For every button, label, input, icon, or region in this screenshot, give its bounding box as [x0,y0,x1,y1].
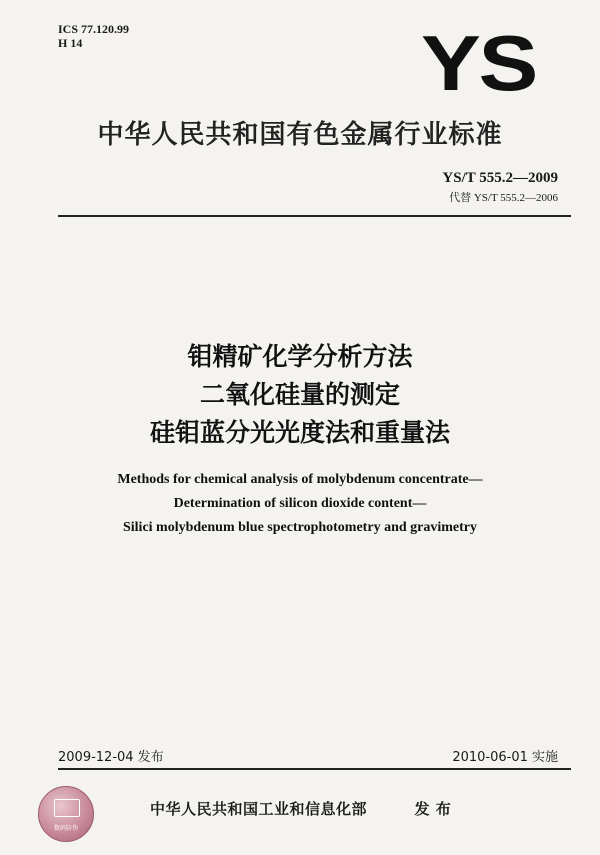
standard-number: YS/T 555.2—2009 [442,170,558,186]
english-title-line: Determination of silicon dioxide content— [173,496,427,511]
publisher-name: 中华人民共和国工业和信息化部 [150,800,368,818]
chinese-title [0,338,600,452]
english-title-line: Methods for chemical analysis of molybdenum concentrate— [117,472,483,487]
publisher-line [150,798,451,819]
issue-date: 2009-12-04 发布 [58,750,164,765]
english-title [0,468,600,540]
classification-code: H 14 [58,36,83,50]
ics-code: ICS 77.120.99 [58,22,130,36]
ys-logo: YS [420,19,536,107]
implementation-date: 2010-06-01 实施 [452,750,558,765]
replaces-standard: 代替 YS/T 555.2—2006 [449,192,558,204]
chinese-title-line: 二氧化硅量的测定 [199,380,400,409]
industry-standard-title: 中华人民共和国有色金属行业标准 [97,120,503,150]
seal-emblem [54,799,80,817]
ics-code-block [58,22,129,50]
chinese-title-line: 硅钼蓝分光光度法和重量法 [149,418,450,447]
publish-label: 发 布 [414,800,452,818]
seal-label: 数码防伪 [53,825,78,832]
anti-counterfeit-seal-icon [38,786,94,842]
english-title-line: Silici molybdenum blue spectrophotometry and gravimetry [122,520,477,535]
bottom-divider [58,768,571,770]
top-divider [58,215,571,217]
chinese-title-line: 钼精矿化学分析方法 [187,342,413,371]
